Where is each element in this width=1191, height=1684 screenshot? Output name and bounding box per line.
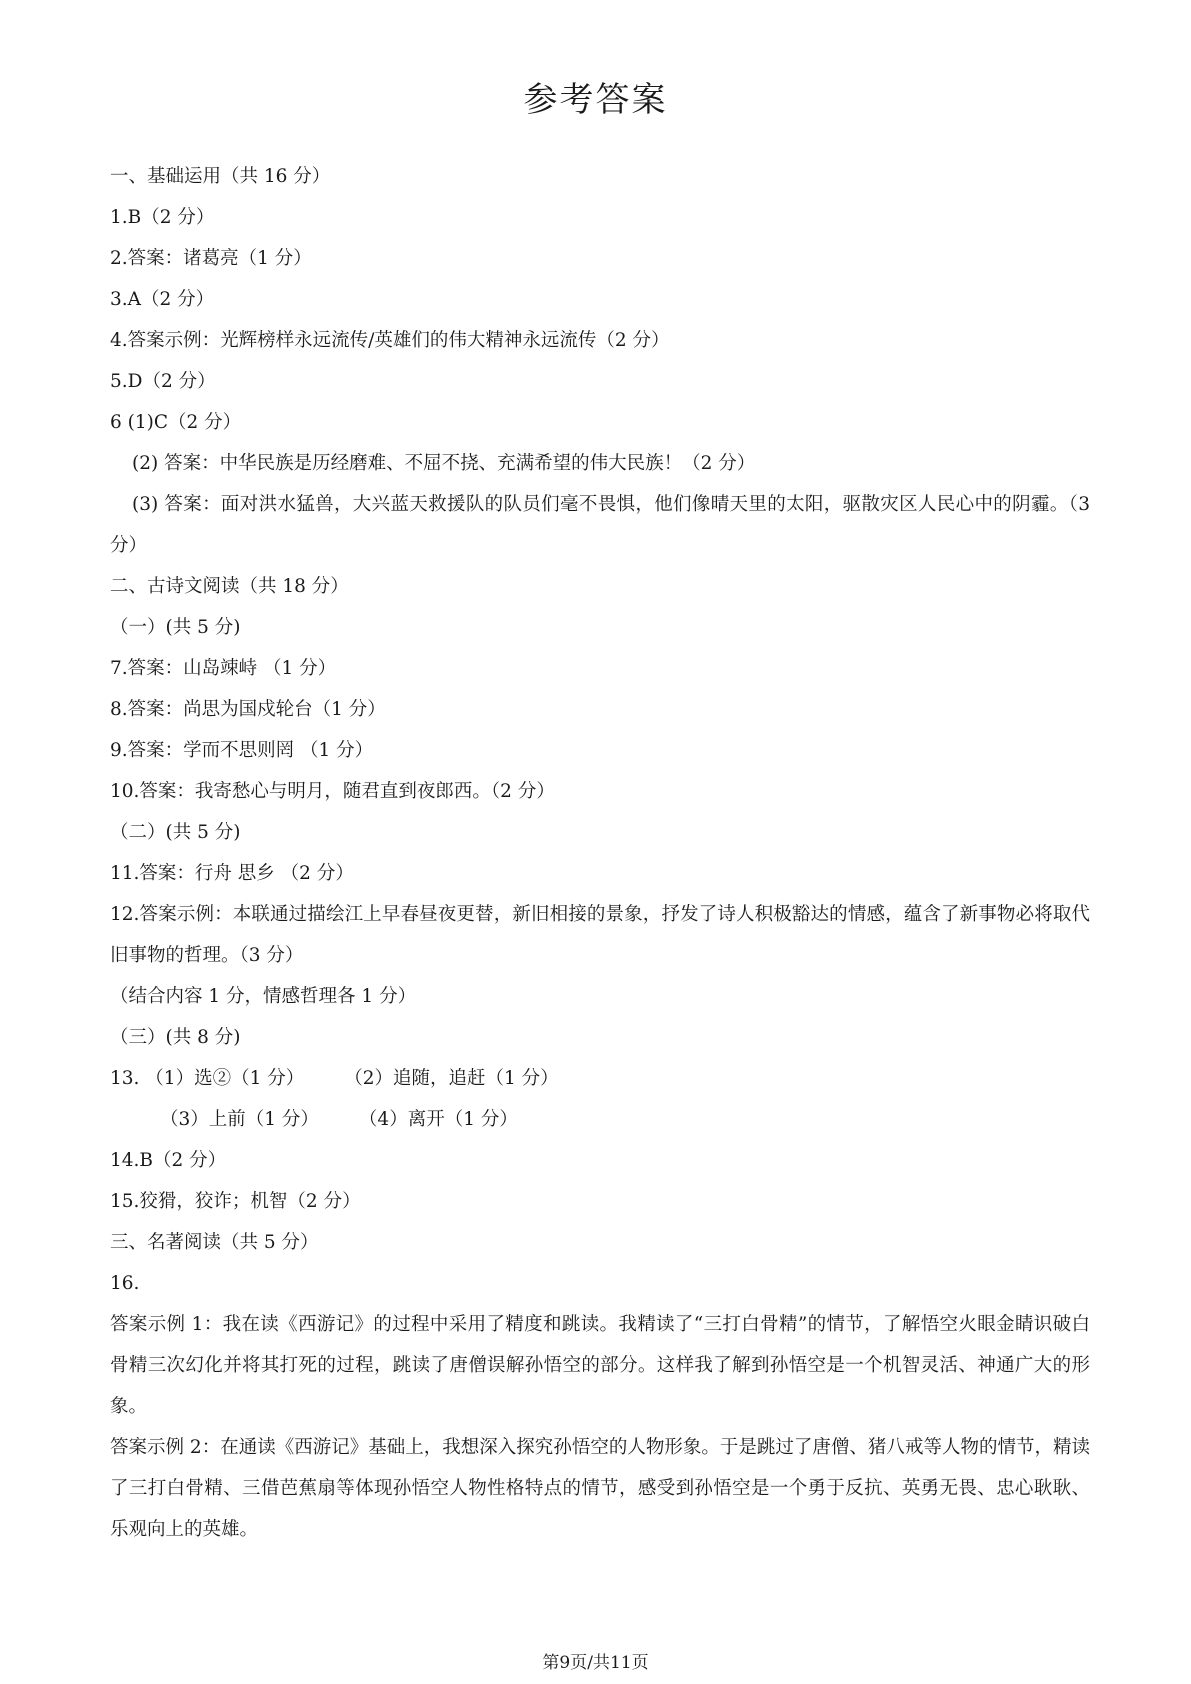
answer-item: 5.D（2 分） bbox=[110, 371, 216, 392]
answer-item: 10.答案：我寄愁心与明月，随君直到夜郎西。（2 分） bbox=[110, 781, 555, 802]
section-heading: 一、基础运用（共 16 分） bbox=[110, 166, 331, 187]
answer-paragraph: 答案示例 1：我在读《西游记》的过程中采用了精度和跳读。我精读了“三打白骨精”的情节，了解悟空火眼金睛识破白骨精三次幻化并将其打死的过程，跳读了唐僧误解孙悟空的部分。这样我了解到孙悟空是一个机智灵活、神通广大的形象。 bbox=[110, 1314, 1090, 1417]
group-heading: （二）(共 5 分) bbox=[110, 822, 241, 843]
answer-item bbox=[110, 1058, 1090, 1099]
answer-item: 1.B（2 分） bbox=[110, 207, 215, 228]
group-heading: （三）(共 8 分) bbox=[110, 1027, 241, 1048]
answer-item: 14.B（2 分） bbox=[110, 1150, 227, 1171]
answer-subitem: （4）离开（1 分） bbox=[358, 1109, 518, 1130]
section-heading: 二、古诗文阅读（共 18 分） bbox=[110, 576, 349, 597]
answer-item: 9.答案：学而不思则罔 （1 分） bbox=[110, 740, 374, 761]
answer-item: 2.答案：诸葛亮（1 分） bbox=[110, 248, 312, 269]
group-heading: （一）(共 5 分) bbox=[110, 617, 241, 638]
answer-item: 8.答案：尚思为国戍轮台（1 分） bbox=[110, 699, 386, 720]
answer-paragraph: (3) 答案：面对洪水猛兽，大兴蓝天救援队的队员们毫不畏惧，他们像晴天里的太阳，驱散灾区人民心中的阴霾。（3 分） bbox=[110, 494, 1090, 556]
answer-subitem: (2) 答案：中华民族是历经磨难、不屈不挠、充满希望的伟大民族！（2 分） bbox=[132, 453, 756, 474]
answer-subitem: 13. （1）选②（1 分） bbox=[110, 1068, 305, 1089]
answer-subitem: （2）追随，追赶（1 分） bbox=[344, 1068, 559, 1089]
answer-item: 15.狡猾，狡诈；机智（2 分） bbox=[110, 1191, 361, 1212]
answer-paragraph: 答案示例 2：在通读《西游记》基础上，我想深入探究孙悟空的人物形象。于是跳过了唐僧、猪八戒等人物的情节，精读了三打白骨精、三借芭蕉扇等体现孙悟空人物性格特点的情节，感受到孙悟空是一个勇于反抗、英勇无畏、忠心耿耿、乐观向上的英雄。 bbox=[110, 1437, 1090, 1540]
section-heading: 三、名著阅读（共 5 分） bbox=[110, 1232, 319, 1253]
scoring-note: （结合内容 1 分，情感哲理各 1 分） bbox=[110, 986, 417, 1007]
page-title: 参考答案 bbox=[523, 80, 668, 120]
answer-item: 6 (1)C（2 分） bbox=[110, 412, 242, 433]
answer-item: 16. bbox=[110, 1273, 140, 1294]
answer-subitem: （3）上前（1 分） bbox=[160, 1109, 319, 1130]
answer-item: 11.答案：行舟 思乡 （2 分） bbox=[110, 863, 354, 884]
answer-body bbox=[110, 156, 1090, 1550]
answer-item: 4.答案示例：光辉榜样永远流传/英雄们的伟大精神永远流传（2 分） bbox=[110, 330, 670, 351]
answer-item bbox=[110, 1099, 1090, 1140]
page-number: 第9页/共11页 bbox=[542, 1653, 649, 1673]
answer-item: 3.A（2 分） bbox=[110, 289, 215, 310]
answer-paragraph: 12.答案示例：本联通过描绘江上早春昼夜更替，新旧相接的景象，抒发了诗人积极豁达的情感，蕴含了新事物必将取代旧事物的哲理。（3 分） bbox=[110, 904, 1090, 966]
answer-item: 7.答案：山岛竦峙 （1 分） bbox=[110, 658, 337, 679]
